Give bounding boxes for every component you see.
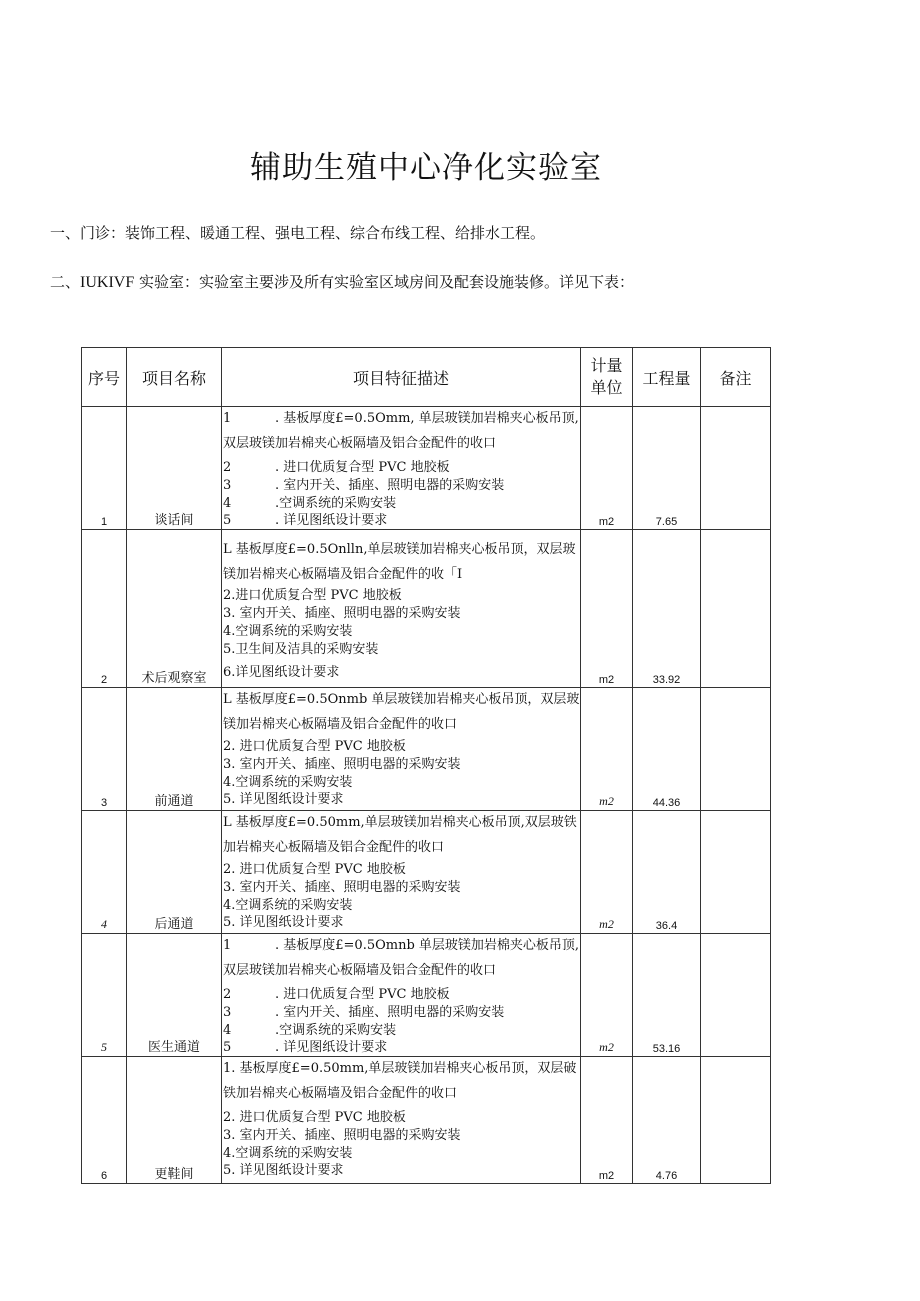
desc-line (223, 624, 580, 640)
cell-desc (222, 530, 581, 688)
desc-line-text: .空调系统的采购安装 (275, 496, 397, 511)
desc-line-text: . 详见图纸设计要求 (275, 513, 388, 528)
cell-name: 更鞋间 (127, 1057, 222, 1184)
desc-line (223, 692, 580, 708)
desc-line-text: 4.空调系统的采购安装 (223, 898, 353, 913)
desc-line (223, 898, 580, 914)
cell-unit: m2 (581, 530, 633, 688)
cell-unit: m2 (581, 811, 633, 934)
desc-line-text: 5.卫生间及洁具的采购安装 (223, 642, 379, 657)
cell-no: 4 (82, 811, 127, 934)
header-remark: 备注 (701, 348, 771, 407)
cell-remark (701, 811, 771, 934)
cell-remark (701, 530, 771, 688)
desc-line-text: 6.详见图纸设计要求 (223, 665, 340, 680)
cell-name: 谈话间 (127, 407, 222, 530)
intro-line-clinic: 一、门诊：装饰工程、暖通工程、强电工程、综合布线工程、给排水工程。 (50, 224, 546, 242)
desc-line-text: L 基板厚度£=0.50mm,单层玻镁加岩棉夹心板吊顶,双层玻铁 (223, 815, 577, 830)
cell-unit: m2 (581, 688, 633, 811)
cell-desc (222, 811, 581, 934)
header-name: 项目名称 (127, 348, 222, 407)
desc-line (223, 717, 580, 733)
desc-box (222, 811, 580, 933)
desc-line-text: 双层玻镁加岩棉夹心板隔墙及铝合金配件的收口 (223, 963, 497, 978)
cell-name: 术后观察室 (127, 530, 222, 688)
desc-line-text: L 基板厚度£=0.5Onmb 单层玻镁加岩棉夹心板吊顶，双层玻 (223, 692, 580, 707)
desc-line-num: 5 (223, 513, 232, 528)
desc-line-text: . 详见图纸设计要求 (275, 1040, 388, 1055)
desc-line-text: . 基板厚度£=0.5Omm, 单层玻镁加岩棉夹心板吊顶, (275, 411, 579, 426)
header-unit-line2: 单位 (590, 378, 623, 397)
desc-line-text: .空调系统的采购安装 (275, 1023, 397, 1038)
desc-line-text: . 室内开关、插座、照明电器的采购安装 (275, 1005, 505, 1020)
desc-line-num: 5 (223, 1040, 232, 1055)
cell-name: 医生通道 (127, 934, 222, 1057)
desc-line-text: 5. 详见图纸设计要求 (223, 915, 344, 930)
desc-line (223, 1110, 580, 1126)
desc-line (223, 862, 580, 878)
cell-qty: 33.92 (633, 530, 701, 688)
desc-line-text: 2. 进口优质复合型 PVC 地胶板 (223, 1110, 406, 1125)
desc-line-text: 铁加岩棉夹心板隔墙及铝合金配件的收口 (223, 1086, 458, 1101)
desc-line-text: . 基板厚度£=0.5Omnb 单层玻镁加岩棉夹心板吊顶, (275, 938, 580, 953)
cell-remark (701, 407, 771, 530)
desc-line (223, 1086, 580, 1102)
desc-line (223, 792, 580, 808)
desc-line (223, 1040, 580, 1056)
header-no: 序号 (82, 348, 127, 407)
desc-box (222, 407, 580, 529)
desc-line-text: 2. 进口优质复合型 PVC 地胶板 (223, 862, 406, 877)
cell-remark (701, 688, 771, 811)
desc-line (223, 567, 580, 583)
desc-line (223, 436, 580, 452)
cell-qty: 36.4 (633, 811, 701, 934)
desc-line (223, 775, 580, 791)
desc-line (223, 542, 580, 558)
page-title: 辅助生殖中心净化实验室 (250, 150, 602, 186)
desc-line (223, 1005, 580, 1021)
table-row (82, 530, 771, 688)
desc-line-text: . 室内开关、插座、照明电器的采购安装 (275, 478, 505, 493)
cell-name: 前通道 (127, 688, 222, 811)
header-unit-line1: 计量 (590, 356, 623, 375)
desc-line-num: 3 (223, 478, 232, 493)
desc-line-text: . 进口优质复合型 PVC 地胶板 (275, 987, 450, 1002)
desc-line (223, 606, 580, 622)
cell-unit: m2 (581, 1057, 633, 1184)
cell-name: 后通道 (127, 811, 222, 934)
desc-line (223, 1061, 580, 1077)
desc-line-num: 1 (223, 411, 232, 426)
desc-line (223, 411, 580, 427)
desc-line-text: L 基板厚度£=0.5Onlln,单层玻镁加岩棉夹心板吊顶，双层玻 (223, 542, 576, 557)
intro-line-lab-text: 实验室：实验室主要涉及所有实验室区域房间及配套设施装修。详见下表： (134, 273, 635, 291)
desc-line-text: 镁加岩棉夹心板隔墙及铝合金配件的收「I (223, 567, 463, 582)
desc-line (223, 1128, 580, 1144)
desc-line (223, 840, 580, 856)
desc-line-num: 4 (223, 1023, 232, 1038)
desc-line-text: 1. 基板厚度£=0.50mm,单层玻镁加岩棉夹心板吊顶，双层破 (223, 1061, 577, 1076)
table-row (82, 407, 771, 530)
cell-unit: m2 (581, 934, 633, 1057)
cell-qty: 53.16 (633, 934, 701, 1057)
desc-line (223, 739, 580, 755)
header-qty: 工程量 (633, 348, 701, 407)
desc-line-text: 5. 详见图纸设计要求 (223, 1163, 344, 1178)
header-unit (581, 348, 633, 407)
desc-line (223, 478, 580, 494)
cell-no: 1 (82, 407, 127, 530)
table-row (82, 811, 771, 934)
desc-line-text: 5. 详见图纸设计要求 (223, 792, 344, 807)
cell-no: 6 (82, 1057, 127, 1184)
cell-desc (222, 1057, 581, 1184)
desc-line-text: 3. 室内开关、插座、照明电器的采购安装 (223, 880, 461, 895)
cell-unit: m2 (581, 407, 633, 530)
cell-desc (222, 934, 581, 1057)
table-body (82, 407, 771, 1184)
desc-line-num: 3 (223, 1005, 232, 1020)
cell-desc (222, 407, 581, 530)
desc-line-text: 4.空调系统的采购安装 (223, 775, 353, 790)
cell-remark (701, 934, 771, 1057)
desc-line (223, 915, 580, 931)
table-row (82, 688, 771, 811)
desc-line (223, 938, 580, 954)
desc-box (222, 688, 580, 810)
desc-line (223, 665, 580, 681)
desc-line (223, 513, 580, 529)
desc-line-text: 3. 室内开关、插座、照明电器的采购安装 (223, 757, 461, 772)
desc-line-text: 2.进口优质复合型 PVC 地胶板 (223, 588, 402, 603)
desc-box (222, 1057, 580, 1183)
cell-qty: 7.65 (633, 407, 701, 530)
cell-no: 3 (82, 688, 127, 811)
desc-box (222, 934, 580, 1056)
cell-remark (701, 1057, 771, 1184)
cell-desc (222, 688, 581, 811)
desc-line (223, 1023, 580, 1039)
table-header-row (82, 348, 771, 407)
desc-line (223, 963, 580, 979)
intro-line-lab-code: IUKIVF (80, 274, 135, 291)
intro-line-lab-prefix: 二、 (50, 273, 81, 291)
cell-qty: 44.36 (633, 688, 701, 811)
desc-line-text: 双层玻镁加岩棉夹心板隔墙及铝合金配件的收口 (223, 436, 497, 451)
table-row (82, 1057, 771, 1184)
desc-line-num: 1 (223, 938, 232, 953)
desc-line-text: 加岩棉夹心板隔墙及铝合金配件的收口 (223, 840, 445, 855)
desc-line (223, 1146, 580, 1162)
cell-qty: 4.76 (633, 1057, 701, 1184)
desc-line-num: 2 (223, 460, 232, 475)
desc-line (223, 460, 580, 476)
desc-line-text: 2. 进口优质复合型 PVC 地胶板 (223, 739, 406, 754)
desc-line (223, 1163, 580, 1179)
cell-no: 5 (82, 934, 127, 1057)
desc-box (222, 530, 580, 687)
intro-line-lab (50, 271, 634, 292)
cell-no: 2 (82, 530, 127, 688)
desc-line-num: 2 (223, 987, 232, 1002)
desc-line-text: 镁加岩棉夹心板隔墙及铝合金配件的收口 (223, 717, 458, 732)
desc-line-text: 4.空调系统的采购安装 (223, 1146, 353, 1161)
desc-line-num: 4 (223, 496, 232, 511)
desc-line (223, 987, 580, 1003)
desc-line-text: . 进口优质复合型 PVC 地胶板 (275, 460, 450, 475)
desc-line (223, 815, 580, 831)
header-desc: 项目特征描述 (222, 348, 581, 407)
desc-line (223, 642, 580, 658)
desc-line (223, 757, 580, 773)
desc-line (223, 880, 580, 896)
desc-line-text: 4.空调系统的采购安装 (223, 624, 353, 639)
project-table (81, 347, 771, 1184)
desc-line (223, 496, 580, 512)
desc-line (223, 588, 580, 604)
desc-line-text: 3. 室内开关、插座、照明电器的采购安装 (223, 606, 461, 621)
desc-line-text: 3. 室内开关、插座、照明电器的采购安装 (223, 1128, 461, 1143)
table-row (82, 934, 771, 1057)
